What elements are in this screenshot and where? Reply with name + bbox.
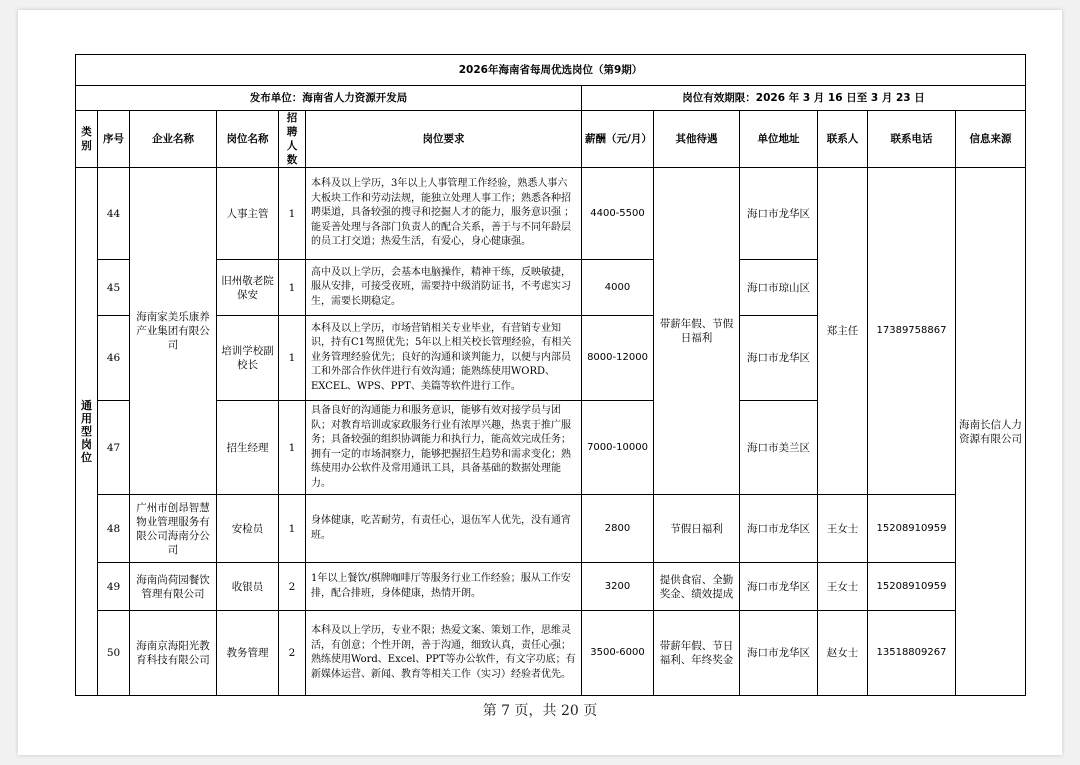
company-cell: 海南家美乐康养产业集团有限公司	[130, 168, 217, 495]
count-cell: 2	[279, 611, 306, 696]
header-benefits: 其他待遇	[654, 111, 740, 168]
benefits-cell: 带薪年假、节日福利、年终奖金	[654, 611, 740, 696]
contact-cell: 王女士	[818, 495, 868, 563]
job-table	[75, 54, 1026, 696]
header-salary: 薪酬（元/月）	[582, 111, 654, 168]
phone-cell: 17389758867	[868, 168, 956, 495]
table-row	[76, 168, 1026, 260]
address-cell: 海口市龙华区	[740, 495, 818, 563]
count-cell: 1	[279, 168, 306, 260]
company-cell: 海南京海阳光教育科技有限公司	[130, 611, 217, 696]
address-cell: 海口市龙华区	[740, 168, 818, 260]
phone-cell: 13518809267	[868, 611, 956, 696]
salary-cell: 4000	[582, 260, 654, 316]
requirements-cell: 本科及以上学历，市场营销相关专业毕业，有营销专业知识，持有C1驾照优先；5年以上相关校长管理经验，有相关业务管理经验优先；良好的沟通和谈判能力，以便与内部员工和外部合作伙伴进行有效沟通；能熟练使用WORD、EXCEL、WPS、PPT、美篇等软件进行工作。	[306, 316, 582, 401]
table-row	[76, 495, 1026, 563]
header-position: 岗位名称	[217, 111, 279, 168]
benefits-cell: 带薪年假、节假日福利	[654, 168, 740, 495]
requirements-cell: 1年以上餐饮/棋牌咖啡厅等服务行业工作经验；服从工作安排，配合排班，身体健康，热情开朗。	[306, 563, 582, 611]
table-title: 2026年海南省每周优选岗位（第9期）	[76, 55, 1026, 86]
address-cell: 海口市美兰区	[740, 401, 818, 495]
seq-cell: 50	[98, 611, 130, 696]
seq-cell: 45	[98, 260, 130, 316]
header-source: 信息来源	[956, 111, 1026, 168]
salary-cell: 7000-10000	[582, 401, 654, 495]
salary-cell: 3500-6000	[582, 611, 654, 696]
count-cell: 2	[279, 563, 306, 611]
contact-cell: 郑主任	[818, 168, 868, 495]
benefits-cell: 节假日福利	[654, 495, 740, 563]
document-page	[18, 10, 1062, 755]
requirements-cell: 高中及以上学历，会基本电脑操作，精神干练，反映敏捷，服从安排，可接受夜班，需要持中级消防证书，不考虑实习生，需要长期稳定。	[306, 260, 582, 316]
position-cell: 旧州敬老院保安	[217, 260, 279, 316]
requirements-cell: 身体健康，吃苦耐劳，有责任心，退伍军人优先，没有通宵班。	[306, 495, 582, 563]
source-cell: 海南长信人力资源有限公司	[956, 168, 1026, 696]
header-company: 企业名称	[130, 111, 217, 168]
count-cell: 1	[279, 316, 306, 401]
header-contact: 联系人	[818, 111, 868, 168]
requirements-cell: 本科及以上学历，3年以上人事管理工作经验，熟悉人事六大板块工作和劳动法规，能独立处理人事工作；熟悉各种招聘渠道，具备较强的搜寻和挖掘人才的能力，服务意识强 ；能妥善处理与各部门负责人的配合关系，善于与不同年龄层的员工打交道；热爱生活，有爱心，身心健康强。	[306, 168, 582, 260]
position-cell: 招生经理	[217, 401, 279, 495]
salary-cell: 3200	[582, 563, 654, 611]
seq-cell: 46	[98, 316, 130, 401]
contact-cell: 赵女士	[818, 611, 868, 696]
salary-cell: 4400-5500	[582, 168, 654, 260]
contact-cell: 王女士	[818, 563, 868, 611]
company-cell: 广州市创昂智慧物业管理服务有限公司海南分公司	[130, 495, 217, 563]
address-cell: 海口市琼山区	[740, 260, 818, 316]
seq-cell: 48	[98, 495, 130, 563]
address-cell: 海口市龙华区	[740, 611, 818, 696]
count-cell: 1	[279, 495, 306, 563]
requirements-cell: 本科及以上学历，专业不限；热爱文案、策划工作，思维灵活，有创意；个性开朗，善于沟通，细致认真，责任心强；熟练使用Word、Excel、PPT等办公软件，有文字功底；有新媒体运营、新闻、教育等相关工作（实习）经验者优先。	[306, 611, 582, 696]
table-row	[76, 611, 1026, 696]
header-requirements: 岗位要求	[306, 111, 582, 168]
salary-cell: 8000-12000	[582, 316, 654, 401]
count-cell: 1	[279, 260, 306, 316]
position-cell: 教务管理	[217, 611, 279, 696]
phone-cell: 15208910959	[868, 563, 956, 611]
benefits-cell: 提供食宿、全勤奖金、绩效提成	[654, 563, 740, 611]
position-cell: 收银员	[217, 563, 279, 611]
header-seq: 序号	[98, 111, 130, 168]
count-cell: 1	[279, 401, 306, 495]
seq-cell: 49	[98, 563, 130, 611]
salary-cell: 2800	[582, 495, 654, 563]
page-footer: 第 7 页，共 20 页	[482, 703, 598, 719]
validity-period: 岗位有效期限：2026 年 3 月 16 日至 3 月 23 日	[582, 86, 1026, 111]
table-row	[76, 563, 1026, 611]
header-phone: 联系电话	[868, 111, 956, 168]
header-count: 招聘人数	[279, 111, 306, 168]
company-cell: 海南尚荷园餐饮管理有限公司	[130, 563, 217, 611]
address-cell: 海口市龙华区	[740, 563, 818, 611]
publisher: 发布单位：海南省人力资源开发局	[76, 86, 582, 111]
seq-cell: 47	[98, 401, 130, 495]
address-cell: 海口市龙华区	[740, 316, 818, 401]
position-cell: 安检员	[217, 495, 279, 563]
header-address: 单位地址	[740, 111, 818, 168]
seq-cell: 44	[98, 168, 130, 260]
header-category: 类别	[76, 111, 98, 168]
category-cell: 通用型岗位	[76, 168, 98, 696]
position-cell: 人事主管	[217, 168, 279, 260]
position-cell: 培训学校副校长	[217, 316, 279, 401]
requirements-cell: 具备良好的沟通能力和服务意识，能够有效对接学员与团队；对教育培训或家政服务行业有浓厚兴趣，热衷于推广服务；具备较强的组织协调能力和执行力，能高效完成任务；拥有一定的市场洞察力，能够把握招生趋势和需求变化；熟练使用办公软件及常用通讯工具，具备基础的数据处理能力。	[306, 401, 582, 495]
phone-cell: 15208910959	[868, 495, 956, 563]
